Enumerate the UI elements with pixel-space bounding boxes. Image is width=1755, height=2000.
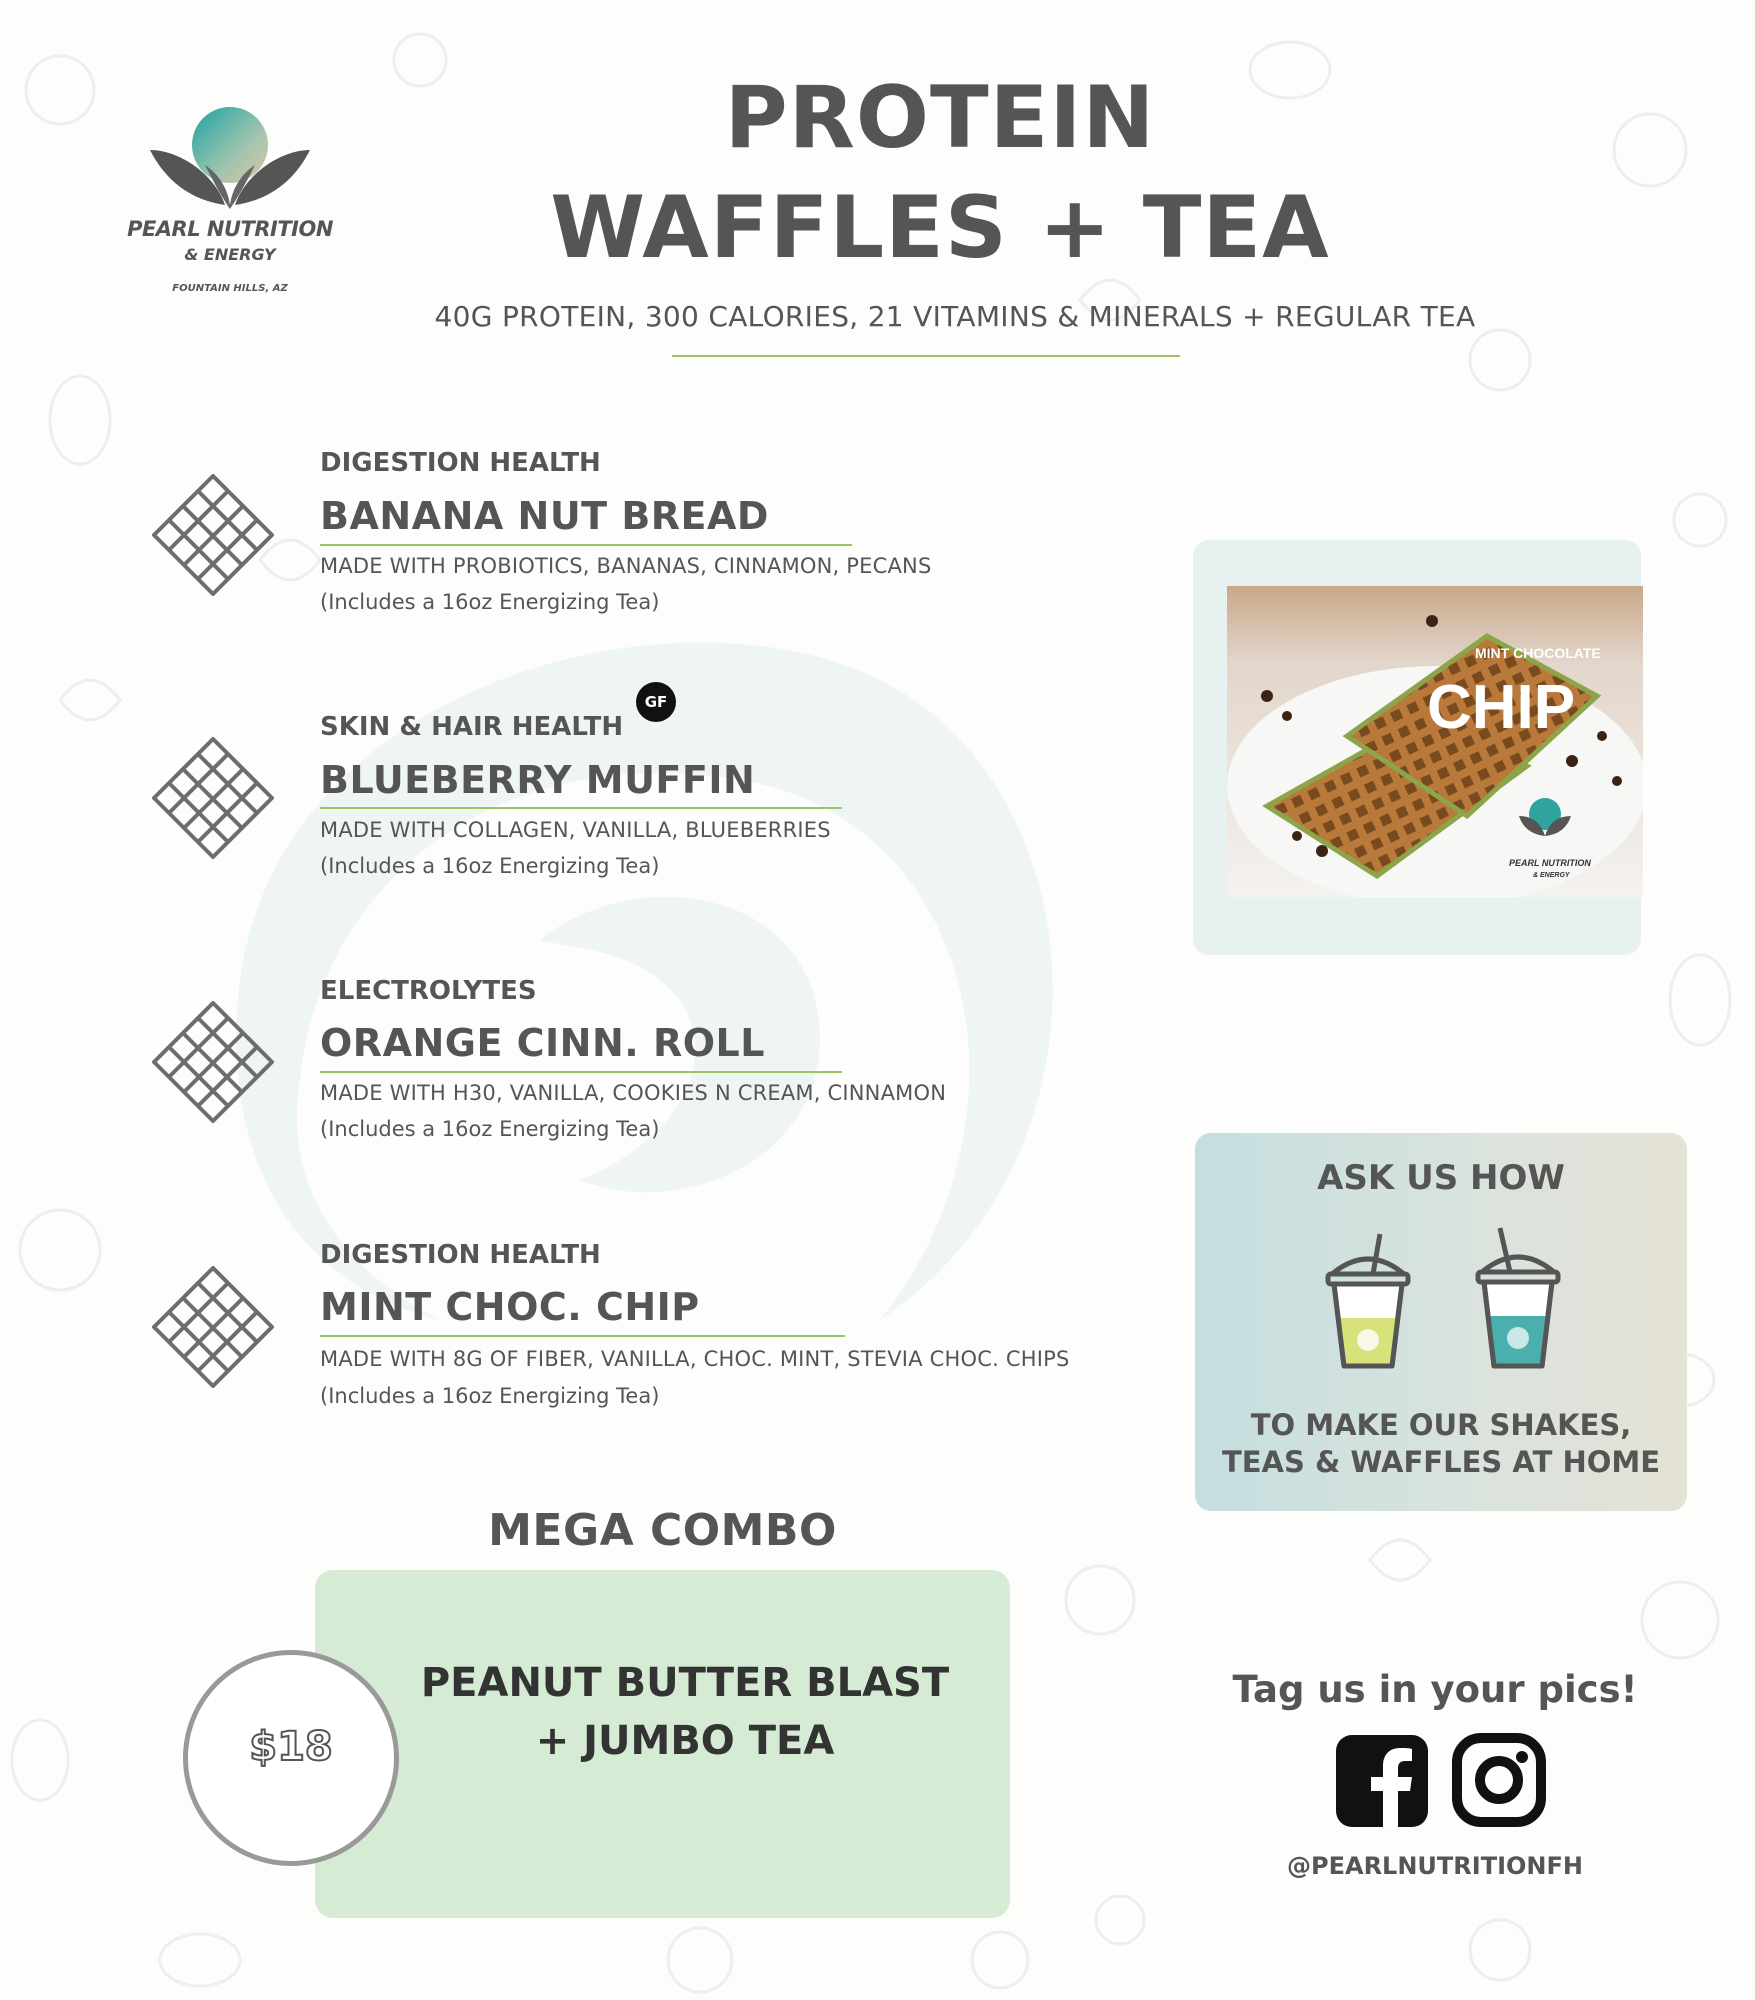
item-description: MADE WITH 8G OF FIBER, VANILLA, CHOC. MINT, STEVIA CHOC. CHIPS <box>320 1347 1070 1371</box>
photo-caption-small: MINT CHOCOLATE <box>1475 645 1601 661</box>
brand-name-sub: & ENERGY <box>184 245 276 264</box>
page-subtitle: 40G PROTEIN, 300 CALORIES, 21 VITAMINS & MINERALS + REGULAR TEA <box>434 300 1476 333</box>
photo-logo-name: PEARL NUTRITION <box>1509 858 1591 868</box>
combo-price: $18 <box>249 1724 333 1770</box>
item-divider <box>320 1071 842 1073</box>
facebook-icon[interactable] <box>1336 1735 1428 1827</box>
ask-us-how-text: TEAS & WAFFLES AT HOME <box>1221 1445 1661 1479</box>
mint-chocolate-chip-waffle-photo <box>1227 586 1643 898</box>
page-title-line2: WAFFLES + TEA <box>550 178 1330 278</box>
ask-us-how-text: TO MAKE OUR SHAKES, <box>1250 1408 1632 1442</box>
item-category: ELECTROLYTES <box>320 976 537 1006</box>
waffle-icon <box>148 1262 278 1392</box>
page-title-line1: PROTEIN <box>724 68 1156 168</box>
social-tag-text: Tag us in your pics! <box>1232 1668 1638 1711</box>
waffle-icon <box>148 997 278 1127</box>
blue-tea-cup-icon <box>1468 1226 1568 1372</box>
item-note: (Includes a 16oz Energizing Tea) <box>320 590 660 614</box>
item-name: BANANA NUT BREAD <box>320 494 769 538</box>
instagram-icon[interactable] <box>1452 1733 1546 1827</box>
title-divider <box>672 355 1180 357</box>
gluten-free-badge: GF <box>636 682 676 722</box>
item-divider <box>320 807 842 809</box>
item-category: DIGESTION HEALTH <box>320 1240 601 1270</box>
item-divider <box>320 1335 845 1337</box>
item-category: SKIN & HAIR HEALTH <box>320 712 624 742</box>
brand-location: FOUNTAIN HILLS, AZ <box>172 283 288 294</box>
item-name: ORANGE CINN. ROLL <box>320 1021 765 1065</box>
item-note: (Includes a 16oz Energizing Tea) <box>320 1384 660 1408</box>
mega-combo-title: MEGA COMBO <box>488 1505 837 1556</box>
item-name: BLUEBERRY MUFFIN <box>320 758 756 802</box>
combo-item: PEANUT BUTTER BLAST <box>420 1660 950 1706</box>
waffle-icon <box>148 733 278 863</box>
pearl-leaf-icon <box>120 105 340 215</box>
photo-logo-sub: & ENERGY <box>1533 872 1570 879</box>
item-description: MADE WITH H30, VANILLA, COOKIES N CREAM, CINNAMON <box>320 1081 947 1105</box>
waffle-icon <box>148 470 278 600</box>
item-name: MINT CHOC. CHIP <box>320 1285 700 1329</box>
brand-logo <box>120 105 340 305</box>
item-category: DIGESTION HEALTH <box>320 448 601 478</box>
photo-caption-big: CHIP <box>1427 673 1576 742</box>
item-note: (Includes a 16oz Energizing Tea) <box>320 854 660 878</box>
item-divider <box>320 544 852 546</box>
ask-us-how-title: ASK US HOW <box>1317 1158 1565 1198</box>
brand-name: PEARL NUTRITION <box>127 217 333 241</box>
green-tea-cup-icon <box>1318 1232 1418 1372</box>
social-handle[interactable]: @PEARLNUTRITIONFH <box>1287 1852 1583 1880</box>
item-description: MADE WITH COLLAGEN, VANILLA, BLUEBERRIES <box>320 818 831 842</box>
background-logo-watermark <box>120 560 1320 1360</box>
combo-item: + JUMBO TEA <box>535 1718 835 1764</box>
item-description: MADE WITH PROBIOTICS, BANANAS, CINNAMON, PECANS <box>320 554 932 578</box>
item-note: (Includes a 16oz Energizing Tea) <box>320 1117 660 1141</box>
